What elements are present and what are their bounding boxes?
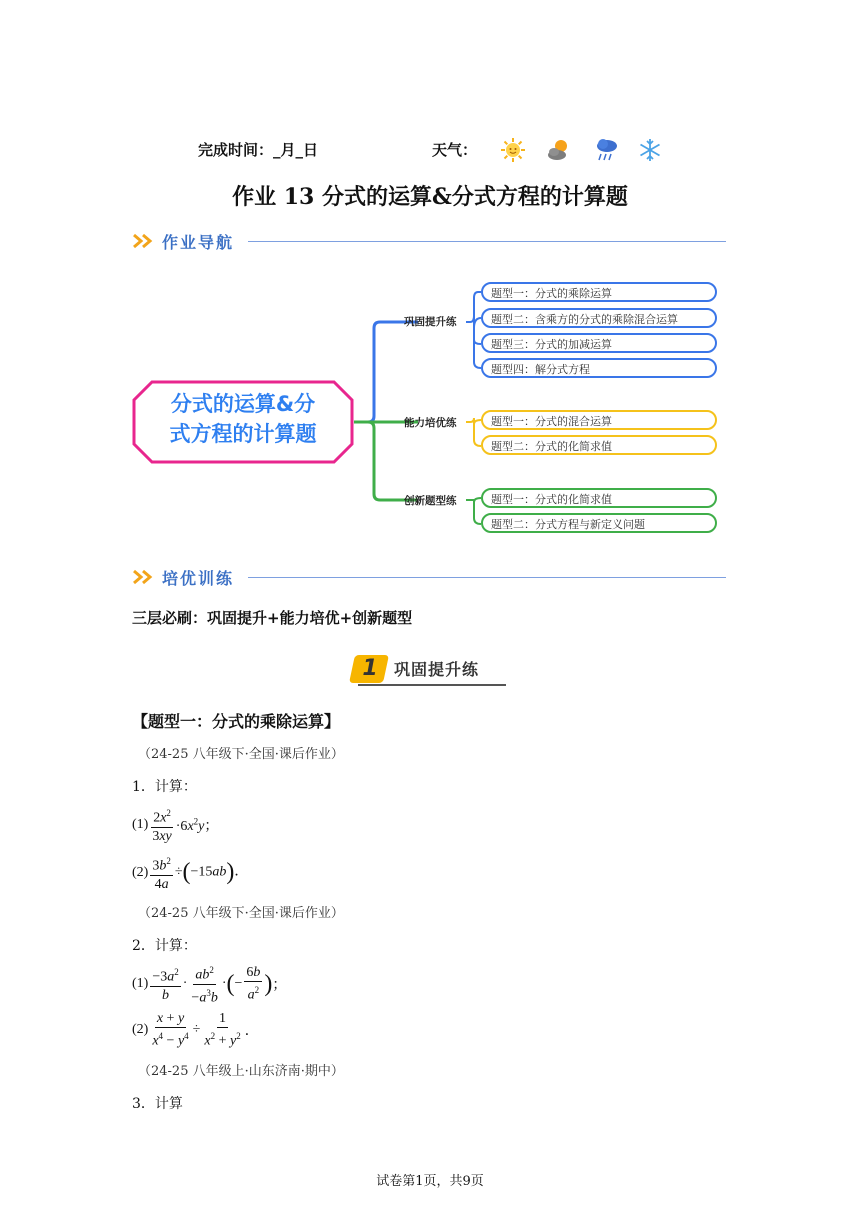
header-line [0,137,860,163]
question-source: （24-25 八年级下·全国·课后作业） [138,906,344,921]
double-chevron-icon [132,569,158,585]
banner-divider [248,577,726,578]
training-banner [132,566,726,590]
question-label: 1．计算： [132,779,197,795]
completion-time-label: 完成时间：_月_日 [198,141,319,159]
rain-cloud-icon [594,137,620,163]
mind-map-leaf: 题型二：分式方程与新定义问题 [481,513,717,533]
level-label: 巩固提升练 [394,660,480,679]
question-source: （24-25 八年级下·全国·课后作业） [138,747,344,762]
mind-map-leaf: 题型二：分式的化简求值 [481,435,717,455]
page-title: 作业 13 分式的运算&分式方程的计算题 [232,184,628,210]
banner-divider [248,241,726,242]
intro-text: 三层必刷：巩固提升+能力培优+创新题型 [132,609,413,627]
math-expression: (2) $\frac{x + y}{x^4 - y^4}$ ÷ $\frac{1}{x^2 + y^2}$ ． [132,1011,259,1049]
mind-map-leaf: 题型一：分式的乘除运算 [481,282,717,302]
math-expression: (1) $\frac{-3a^2}{b}$ · $\frac{ab^2}{-a^3b}$ · ( − $\frac{6b}{a^2}$ ) ； [132,962,286,1006]
sun-icon [500,137,526,163]
mind-map [128,272,728,544]
math-expression: (1) $\frac{2x^2}{3xy}$ $\cdot 6x^2y$； [132,805,218,845]
branch-label-ability: 能力培优练 [404,417,457,429]
center-node-label [132,389,354,449]
question-source: （24-25 八年级上·山东济南·期中） [138,1064,344,1079]
center-node-line: 式方程的计算题 [169,422,317,446]
mind-map-leaf: 题型一：分式的混合运算 [481,410,717,430]
double-chevron-icon [132,233,158,249]
snowflake-icon [637,137,663,163]
page-footer: 试卷第1页，共9页 [376,1174,484,1189]
nav-banner [132,230,726,254]
branch-label-consolidate: 巩固提升练 [404,316,457,328]
center-node-line: 分式的运算&分 [170,392,316,416]
type-heading: 【题型一：分式的乘除运算】 [132,712,341,731]
mind-map-leaf: 题型三：分式的加减运算 [481,333,717,353]
training-banner-title: 培优训练 [162,569,235,588]
math-expression: (2) $\frac{3b^2}{4a}$ ÷(−15ab)． [132,853,248,893]
question-label: 3．计算 [132,1096,183,1112]
level-underline [358,684,506,686]
branch-label-innovation: 创新题型练 [404,495,457,507]
weather-label: 天气： [432,141,478,159]
level-badge [350,655,510,687]
mind-map-leaf: 题型一：分式的化简求值 [481,488,717,508]
mind-map-leaf: 题型二：含乘方的分式的乘除混合运算 [481,308,717,328]
level-number: 1 [362,656,378,681]
mind-map-leaf: 题型四：解分式方程 [481,358,717,378]
partly-cloudy-icon [546,137,572,163]
nav-banner-title: 作业导航 [162,233,235,252]
question-label: 2．计算： [132,938,197,954]
